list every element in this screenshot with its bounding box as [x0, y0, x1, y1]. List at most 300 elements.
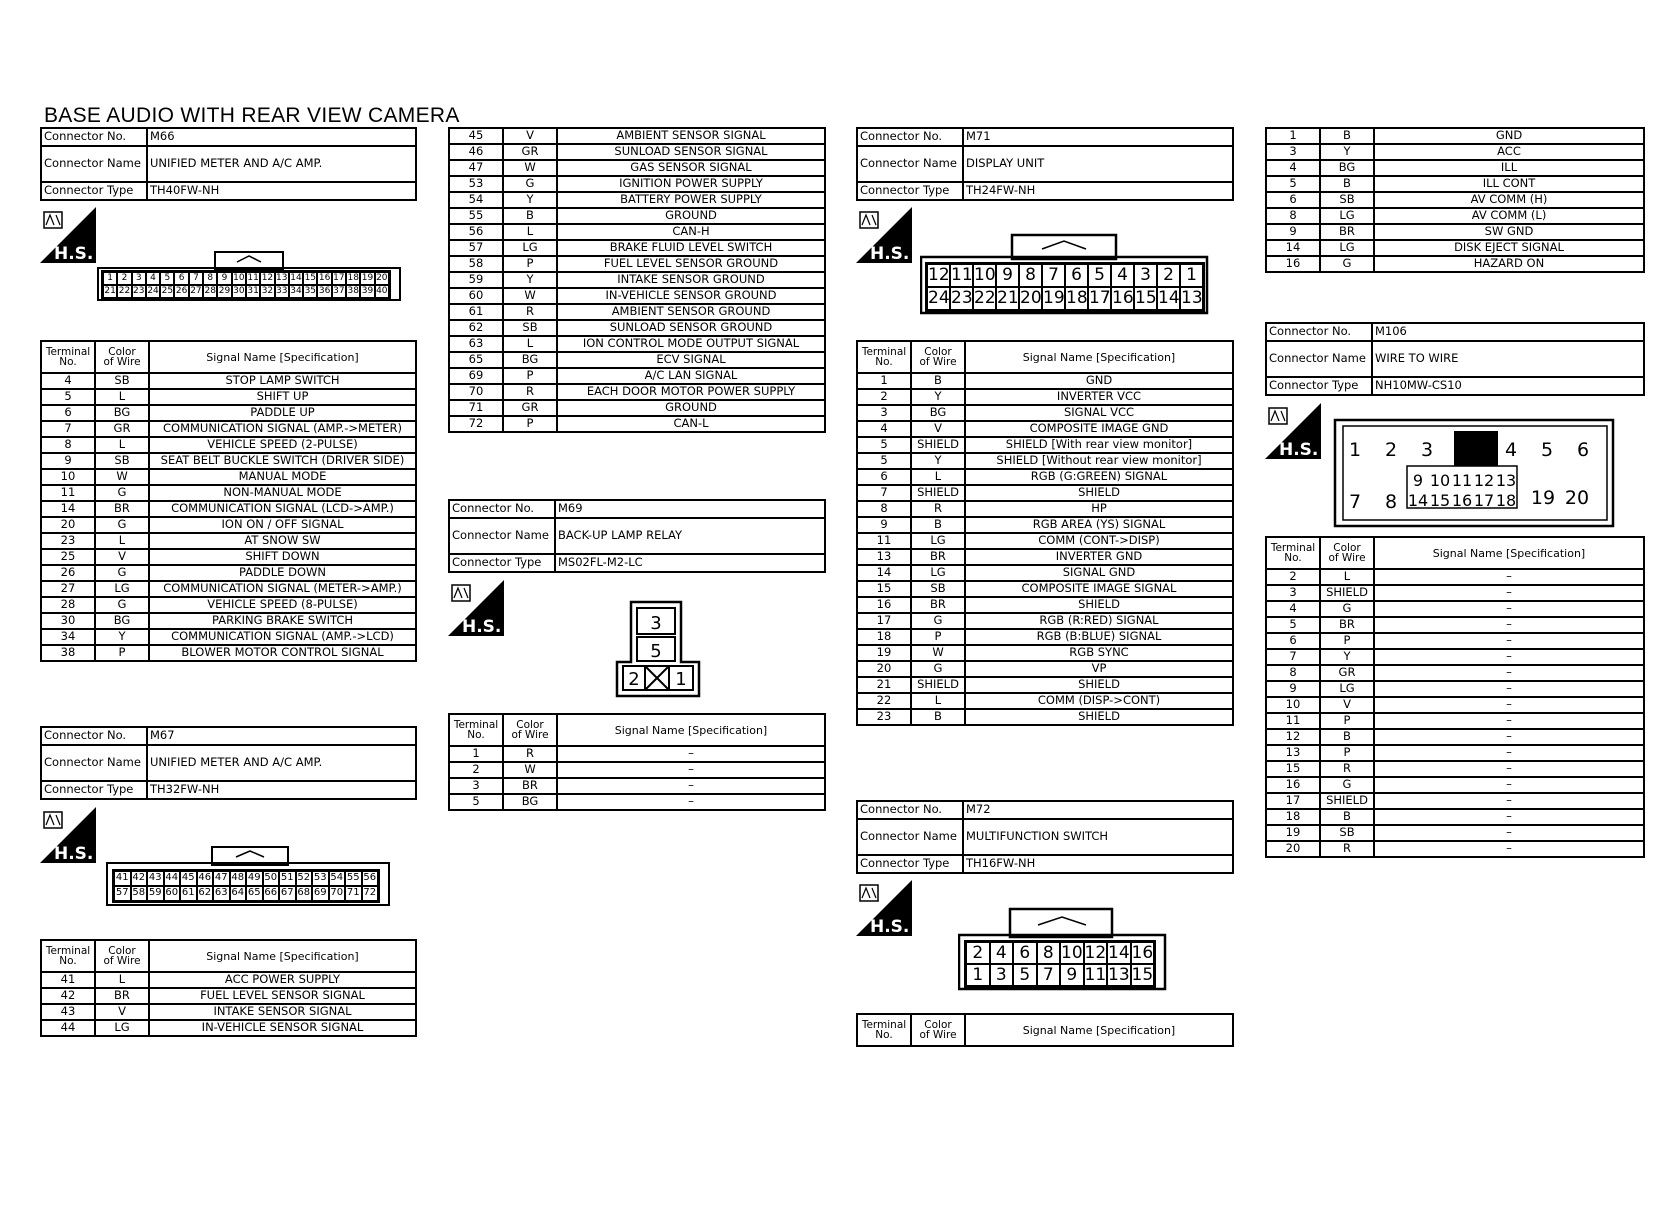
pin-39: 39: [361, 286, 374, 296]
color-cell: LG: [911, 565, 965, 581]
table-row: [41, 988, 416, 1004]
signal-cell: GAS SENSOR SIGNAL: [557, 160, 825, 176]
color-cell: G: [911, 613, 965, 629]
terminal-cell: 5: [857, 453, 911, 469]
table-row: [857, 453, 1233, 469]
table-row: [41, 581, 416, 597]
pin-22: 22: [118, 286, 131, 296]
signal-cell: BLOWER MOTOR CONTROL SIGNAL: [149, 645, 416, 661]
table-row: [857, 645, 1233, 661]
pin-10: 10: [1061, 943, 1083, 963]
signal-cell: MANUAL MODE: [149, 469, 416, 485]
signal-cell: SHIELD: [965, 677, 1233, 693]
table-row: [1266, 713, 1644, 729]
pin-51: 51: [279, 871, 296, 886]
terminal-cell: 13: [1266, 745, 1320, 761]
terminal-cell: 23: [857, 709, 911, 725]
table-row: [1266, 825, 1644, 841]
color-cell: SHIELD: [911, 677, 965, 693]
hs-icon: [40, 207, 96, 263]
pin-1: 1: [1180, 264, 1203, 287]
table-row: [1266, 777, 1644, 793]
terminal-cell: 18: [857, 629, 911, 645]
terminal-cell: 3: [1266, 144, 1320, 160]
pin-21: 21: [104, 286, 116, 296]
signal-cell: ILL CONT: [1374, 176, 1644, 192]
color-cell: BR: [911, 549, 965, 565]
color-cell: BG: [1320, 160, 1374, 176]
signal-cell: SIGNAL VCC: [965, 405, 1233, 421]
signal-cell: SHIELD: [965, 709, 1233, 725]
table-row: [857, 597, 1233, 613]
connector-type-value: TH16FW-NH: [963, 855, 1233, 873]
table-row: [449, 288, 825, 304]
connector-type-label: Connector Type: [41, 182, 147, 200]
table-row: [857, 629, 1233, 645]
terminal-cell: 9: [1266, 681, 1320, 697]
connector-type-label: Connector Type: [857, 182, 963, 200]
pin-58: 58: [131, 886, 148, 901]
signal-cell: INVERTER VCC: [965, 389, 1233, 405]
connector-name-value: UNIFIED METER AND A/C AMP.: [147, 146, 416, 182]
hs-icon: [448, 580, 504, 636]
connector-type-value: TH32FW-NH: [147, 781, 416, 799]
pin-7: 7: [1037, 964, 1061, 986]
terminal-cell: 19: [857, 645, 911, 661]
connector-name-label: Connector Name: [41, 146, 147, 182]
pin-8: 8: [1019, 264, 1042, 287]
signal-header: Signal Name [Specification]: [149, 341, 416, 373]
pin-11: 11: [951, 265, 973, 285]
terminal-header: Terminal No.: [449, 714, 503, 746]
pin-16: 16: [318, 273, 331, 283]
pin-13: 13: [1108, 965, 1130, 985]
pin-2: 2: [1157, 264, 1180, 287]
pin-44: 44: [164, 871, 181, 886]
color-cell: B: [1320, 809, 1374, 825]
pin-45: 45: [180, 871, 197, 886]
signal-header: Signal Name [Specification]: [149, 940, 416, 972]
pin-5: 5: [650, 641, 662, 662]
table-row: [449, 224, 825, 240]
color-cell: G: [1320, 777, 1374, 793]
signal-cell: BRAKE FLUID LEVEL SWITCH: [557, 240, 825, 256]
pin-20: 20: [1020, 288, 1042, 308]
pin-19: 19: [361, 273, 374, 283]
signal-cell: HAZARD ON: [1374, 256, 1644, 272]
terminal-cell: 55: [449, 208, 503, 224]
hs-icon: [856, 880, 912, 936]
m67-pin-grid: [112, 869, 380, 903]
connector-no-value: M106: [1372, 323, 1644, 341]
color-cell: B: [503, 208, 557, 224]
color-cell: Y: [911, 453, 965, 469]
pin-15: 15: [304, 273, 317, 283]
connector-name-value: MULTIFUNCTION SWITCH: [963, 819, 1233, 855]
pin-54: 54: [329, 871, 346, 886]
signal-cell: RGB SYNC: [965, 645, 1233, 661]
terminal-cell: 11: [1266, 713, 1320, 729]
svg-text:H.S.: H.S.: [870, 244, 910, 263]
color-cell: Y: [95, 629, 149, 645]
color-cell: LG: [1320, 208, 1374, 224]
pin-9: 9: [1060, 964, 1084, 986]
terminal-cell: 20: [857, 661, 911, 677]
signal-cell: INTAKE SENSOR GROUND: [557, 272, 825, 288]
table-row: [1266, 649, 1644, 665]
table-row: [449, 304, 825, 320]
color-header: Color of Wire: [911, 341, 965, 373]
signal-cell: STOP LAMP SWITCH: [149, 373, 416, 389]
terminal-cell: 23: [41, 533, 95, 549]
pin-36: 36: [318, 286, 331, 296]
pin-7: 7: [1042, 264, 1065, 287]
terminal-cell: 8: [857, 501, 911, 517]
connector-type-label: Connector Type: [449, 554, 555, 572]
terminal-header: Terminal No.: [1266, 537, 1320, 569]
connector-no-label: Connector No.: [449, 500, 555, 518]
signal-cell: COMPOSITE IMAGE GND: [965, 421, 1233, 437]
signal-cell: CAN-H: [557, 224, 825, 240]
terminal-cell: 8: [1266, 665, 1320, 681]
pin-13: 13: [1181, 288, 1203, 308]
pin-4: 4: [1504, 439, 1518, 461]
color-cell: Y: [503, 192, 557, 208]
color-header: Color of Wire: [503, 714, 557, 746]
connector-name-label: Connector Name: [449, 518, 555, 554]
color-cell: L: [503, 336, 557, 352]
pin-30: 30: [233, 286, 245, 296]
color-cell: BG: [95, 405, 149, 421]
terminal-cell: 59: [449, 272, 503, 288]
pin-23: 23: [951, 288, 973, 308]
table-row: [41, 421, 416, 437]
connector-name-value: WIRE TO WIRE: [1372, 341, 1644, 377]
connector-no-value: M69: [555, 500, 825, 518]
terminal-cell: 9: [1266, 224, 1320, 240]
pin-20: 20: [1564, 487, 1590, 509]
table-row: [449, 794, 825, 810]
signal-cell: PADDLE DOWN: [149, 565, 416, 581]
table-row: [449, 416, 825, 432]
terminal-cell: 16: [1266, 256, 1320, 272]
connector-name-label: Connector Name: [1266, 341, 1372, 377]
signal-cell: –: [1374, 793, 1644, 809]
terminal-cell: 11: [857, 533, 911, 549]
signal-cell: SEAT BELT BUCKLE SWITCH (DRIVER SIDE): [149, 453, 416, 469]
pin-15: 15: [1135, 288, 1157, 308]
hs-icon: [1265, 403, 1321, 459]
color-cell: BR: [911, 597, 965, 613]
svg-text:H.S.: H.S.: [870, 917, 910, 936]
terminal-header: Terminal No.: [41, 341, 95, 373]
table-row: [41, 389, 416, 405]
terminal-cell: 41: [41, 972, 95, 988]
pin-55: 55: [345, 871, 362, 886]
color-cell: L: [95, 437, 149, 453]
terminal-cell: 14: [857, 565, 911, 581]
connector-no-label: Connector No.: [41, 727, 147, 745]
color-cell: B: [1320, 128, 1374, 144]
table-row: [449, 144, 825, 160]
pin-1: 1: [103, 272, 117, 285]
terminal-cell: 13: [857, 549, 911, 565]
pin-10: 10: [233, 273, 245, 283]
color-cell: BR: [1320, 224, 1374, 240]
pin-10: 10: [1429, 471, 1451, 490]
terminal-cell: 26: [41, 565, 95, 581]
signal-cell: –: [1374, 809, 1644, 825]
table-row: [1266, 793, 1644, 809]
table-row: [449, 208, 825, 224]
terminal-cell: 3: [1266, 585, 1320, 601]
svg-text:H.S.: H.S.: [1279, 440, 1319, 459]
color-cell: SB: [95, 453, 149, 469]
signal-cell: EACH DOOR MOTOR POWER SUPPLY: [557, 384, 825, 400]
m106-terminal-table: [1265, 536, 1645, 858]
svg-text:H.S.: H.S.: [54, 844, 94, 863]
page-title: BASE AUDIO WITH REAR VIEW CAMERA: [44, 104, 460, 127]
pin-63: 63: [213, 886, 230, 901]
terminal-cell: 20: [1266, 841, 1320, 857]
connector-no-value: M66: [147, 128, 416, 146]
color-cell: W: [503, 160, 557, 176]
table-row: [41, 597, 416, 613]
m71-info: [856, 127, 1234, 201]
color-cell: LG: [911, 533, 965, 549]
color-cell: P: [503, 368, 557, 384]
pin-3: 3: [1134, 264, 1157, 287]
terminal-cell: 15: [857, 581, 911, 597]
color-cell: V: [1320, 697, 1374, 713]
terminal-cell: 15: [1266, 761, 1320, 777]
signal-cell: GROUND: [557, 208, 825, 224]
terminal-cell: 72: [449, 416, 503, 432]
signal-cell: AV COMM (H): [1374, 192, 1644, 208]
signal-cell: COMMUNICATION SIGNAL (LCD->AMP.): [149, 501, 416, 517]
color-header: Color of Wire: [1320, 537, 1374, 569]
signal-cell: –: [1374, 825, 1644, 841]
pin-29: 29: [218, 286, 231, 296]
hs-icon: [856, 207, 912, 263]
color-header: Color of Wire: [95, 940, 149, 972]
pin-7: 7: [189, 272, 203, 285]
table-row: [449, 272, 825, 288]
pin-14: 14: [1158, 288, 1180, 308]
table-row: [41, 549, 416, 565]
pin-12: 12: [1084, 943, 1107, 963]
pin-4: 4: [1111, 264, 1134, 287]
table-row: [857, 677, 1233, 693]
color-cell: BR: [1320, 617, 1374, 633]
signal-cell: VEHICLE SPEED (8-PULSE): [149, 597, 416, 613]
pin-59: 59: [147, 886, 164, 901]
m71-pin-grid: [925, 262, 1205, 312]
signal-cell: HP: [965, 501, 1233, 517]
terminal-cell: 14: [41, 501, 95, 517]
table-row: [41, 469, 416, 485]
table-row: [41, 453, 416, 469]
pin-3: 3: [990, 964, 1014, 986]
terminal-cell: 10: [41, 469, 95, 485]
color-cell: P: [503, 256, 557, 272]
table-row: [857, 421, 1233, 437]
signal-cell: –: [557, 746, 825, 762]
terminal-cell: 25: [41, 549, 95, 565]
signal-cell: ILL: [1374, 160, 1644, 176]
terminal-cell: 8: [1266, 208, 1320, 224]
terminal-cell: 70: [449, 384, 503, 400]
pin-37: 37: [333, 286, 345, 296]
color-cell: LG: [95, 581, 149, 597]
signal-cell: GROUND: [557, 400, 825, 416]
pin-6: 6: [174, 272, 188, 285]
pin-38: 38: [347, 286, 359, 296]
pin-6: 6: [1065, 264, 1088, 287]
pin-3: 3: [650, 613, 662, 634]
pin-17: 17: [333, 273, 345, 283]
terminal-cell: 7: [857, 485, 911, 501]
table-row: [1266, 128, 1644, 144]
table-row: [857, 405, 1233, 421]
terminal-cell: 20: [41, 517, 95, 533]
pin-41: 41: [114, 871, 131, 886]
pin-25: 25: [161, 286, 174, 296]
terminal-cell: 69: [449, 368, 503, 384]
pin-15: 15: [1429, 491, 1451, 510]
terminal-cell: 7: [41, 421, 95, 437]
color-cell: SB: [503, 320, 557, 336]
connector-name-label: Connector Name: [857, 819, 963, 855]
terminal-cell: 7: [1266, 649, 1320, 665]
color-cell: SB: [1320, 192, 1374, 208]
m106-connector: [1333, 418, 1617, 535]
m69-info: [448, 499, 826, 573]
color-cell: G: [95, 597, 149, 613]
color-cell: LG: [1320, 681, 1374, 697]
table-row: [449, 128, 825, 144]
terminal-cell: 43: [41, 1004, 95, 1020]
pin-3: 3: [1420, 439, 1434, 461]
color-cell: P: [1320, 745, 1374, 761]
terminal-cell: 2: [449, 762, 503, 778]
color-cell: R: [1320, 761, 1374, 777]
connector-type-value: TH40FW-NH: [147, 182, 416, 200]
connector-name-value: DISPLAY UNIT: [963, 146, 1233, 182]
signal-header: Signal Name [Specification]: [965, 1014, 1233, 1046]
color-cell: SB: [1320, 825, 1374, 841]
terminal-cell: 54: [449, 192, 503, 208]
terminal-cell: 30: [41, 613, 95, 629]
table-row: [449, 746, 825, 762]
signal-cell: SUNLOAD SENSOR GROUND: [557, 320, 825, 336]
m72-terminal-table-cont: [1265, 127, 1645, 273]
m71-terminal-table: [856, 340, 1234, 726]
signal-cell: PARKING BRAKE SWITCH: [149, 613, 416, 629]
pin-19: 19: [1530, 487, 1556, 509]
signal-cell: BATTERY POWER SUPPLY: [557, 192, 825, 208]
signal-cell: COMMUNICATION SIGNAL (METER->AMP.): [149, 581, 416, 597]
table-row: [41, 533, 416, 549]
signal-cell: –: [1374, 681, 1644, 697]
terminal-header: Terminal No.: [857, 341, 911, 373]
pin-8: 8: [203, 272, 217, 285]
terminal-cell: 2: [1266, 569, 1320, 585]
table-row: [1266, 224, 1644, 240]
table-row: [41, 565, 416, 581]
pin-16: 16: [1451, 491, 1473, 510]
table-row: [449, 240, 825, 256]
signal-cell: ION CONTROL MODE OUTPUT SIGNAL: [557, 336, 825, 352]
color-cell: Y: [503, 272, 557, 288]
terminal-header: Terminal No.: [41, 940, 95, 972]
color-cell: BG: [503, 794, 557, 810]
signal-cell: –: [1374, 761, 1644, 777]
signal-cell: –: [1374, 665, 1644, 681]
color-header: Color of Wire: [95, 341, 149, 373]
pin-2: 2: [628, 669, 640, 690]
m106-info: [1265, 322, 1645, 396]
table-row: [1266, 697, 1644, 713]
connector-name-value: BACK-UP LAMP RELAY: [555, 518, 825, 554]
pin-8: 8: [1037, 942, 1061, 964]
table-row: [857, 613, 1233, 629]
pin-5: 5: [1540, 439, 1554, 461]
m66-pin-grid: [101, 270, 391, 300]
m66-terminal-table: [40, 340, 417, 662]
table-row: [1266, 841, 1644, 857]
table-row: [449, 384, 825, 400]
pin-31: 31: [247, 286, 259, 296]
table-row: [1266, 745, 1644, 761]
signal-cell: SUNLOAD SENSOR SIGNAL: [557, 144, 825, 160]
pin-11: 11: [247, 273, 259, 283]
color-cell: P: [1320, 633, 1374, 649]
table-row: [857, 373, 1233, 389]
table-row: [1266, 617, 1644, 633]
color-cell: LG: [95, 1020, 149, 1036]
pin-12: 12: [1473, 471, 1495, 490]
pin-2: 2: [117, 272, 131, 285]
table-row: [449, 778, 825, 794]
terminal-cell: 14: [1266, 240, 1320, 256]
color-cell: P: [1320, 713, 1374, 729]
table-row: [449, 352, 825, 368]
terminal-cell: 65: [449, 352, 503, 368]
table-row: [857, 389, 1233, 405]
signal-cell: COMM (CONT->DISP): [965, 533, 1233, 549]
terminal-cell: 16: [857, 597, 911, 613]
pin-11: 11: [1451, 471, 1473, 490]
table-row: [857, 469, 1233, 485]
signal-cell: –: [1374, 713, 1644, 729]
terminal-cell: 5: [857, 437, 911, 453]
signal-cell: COMMUNICATION SIGNAL (AMP.->METER): [149, 421, 416, 437]
terminal-cell: 53: [449, 176, 503, 192]
pin-49: 49: [246, 871, 263, 886]
terminal-cell: 9: [41, 453, 95, 469]
table-row: [1266, 729, 1644, 745]
table-row: [1266, 665, 1644, 681]
connector-no-label: Connector No.: [1266, 323, 1372, 341]
table-row: [41, 373, 416, 389]
pin-40: 40: [376, 286, 388, 296]
table-row: [449, 176, 825, 192]
pin-22: 22: [974, 288, 996, 308]
color-cell: BG: [911, 405, 965, 421]
signal-cell: –: [557, 794, 825, 810]
pin-8: 8: [1384, 491, 1398, 513]
